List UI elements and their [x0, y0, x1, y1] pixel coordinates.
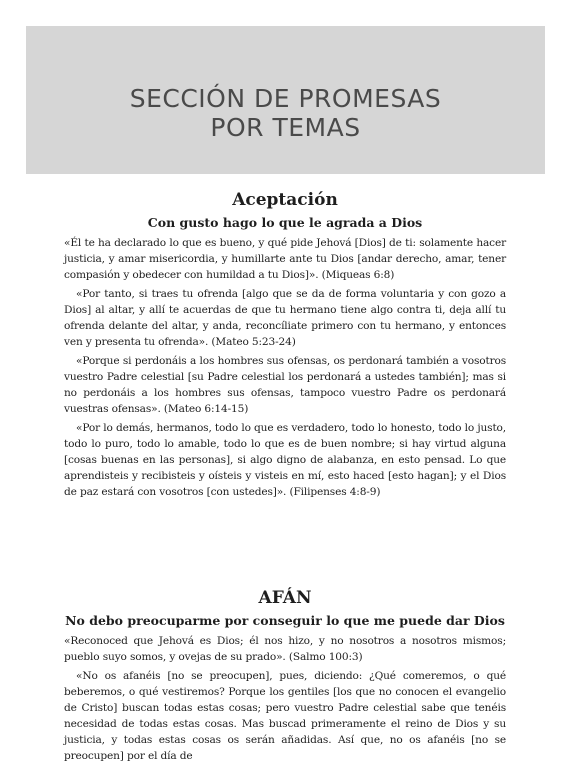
- banner-title-line-1: SECCIÓN DE PROMESAS: [129, 84, 442, 113]
- verse-paragraph: «Porque si perdonáis a los hombres sus ofensas, os perdonará también a vosotros vuestro Padre celestial [su Padre celestial los perdonará a ustedes también]; mas si no perdonáis a los hombres sus ofensas, tampoco vuestro Padre os perdonará vuestras ofensas». (Mateo 6:14-15): [64, 355, 506, 415]
- section-heading: AFÁN: [258, 588, 312, 608]
- section-subheading: No debo preocuparme por conseguir lo que me puede dar Dios: [65, 613, 505, 628]
- section-afan: [64, 588, 506, 767]
- verse-paragraph: «Por tanto, si traes tu ofrenda [algo que se da de forma voluntaria y con gozo a Dios] al altar, y allí te acuerdas de que tu hermano tiene algo contra ti, deja allí tu ofrenda delante del altar, y anda, reconcíliate primero con tu hermano, y entonces ven y presenta tu ofrenda». (Mateo 5:23-24): [64, 288, 506, 348]
- section-subheading: Con gusto hago lo que le agrada a Dios: [147, 215, 423, 230]
- banner-title-line-2: POR TEMAS: [210, 113, 361, 142]
- section-banner: [26, 26, 545, 174]
- section-heading: Aceptación: [232, 190, 338, 210]
- verse-paragraph: «Él te ha declarado lo que es bueno, y qué pide Jehová [Dios] de ti: solamente hacer justicia, y amar misericordia, y humillarte ante tu Dios [andar derecho, amar, tener compasión y obedecer con humildad a tu Dios]». (Miqueas 6:8): [64, 237, 506, 281]
- verse-paragraph: «Por lo demás, hermanos, todo lo que es verdadero, todo lo honesto, todo lo justo, todo lo puro, todo lo amable, todo lo que es de buen nombre; si hay virtud alguna [cosas buenas en las personas], si algo digno de alabanza, en esto pensad. Lo que aprendisteis y recibisteis y oísteis y visteis en mí, esto haced [esto hagan]; y el Dios de paz estará con vosotros [con ustedes]». (Filipenses 4:8-9): [64, 422, 506, 498]
- banner-title: [26, 84, 545, 142]
- verse-paragraph: «Reconoced que Jehová es Dios; él nos hizo, y no nosotros a nosotros mismos; pueblo suyo somos, y ovejas de su prado». (Salmo 100:3): [64, 635, 506, 663]
- section-aceptacion: [64, 190, 506, 503]
- verse-paragraph: «No os afanéis [no se preocupen], pues, diciendo: ¿Qué comeremos, o qué beberemos, o qué vestiremos? Porque los gentiles [los que no conocen el evangelio de Cristo] buscan todas estas cosas; pero vuestro Padre celestial sabe que tenéis necesidad de todas estas cosas. Mas buscad primeramente el reino de Dios y su justicia, y todas estas cosas os serán añadidas. Así que, no os afanéis [no se preocupen] por el día de: [64, 670, 506, 762]
